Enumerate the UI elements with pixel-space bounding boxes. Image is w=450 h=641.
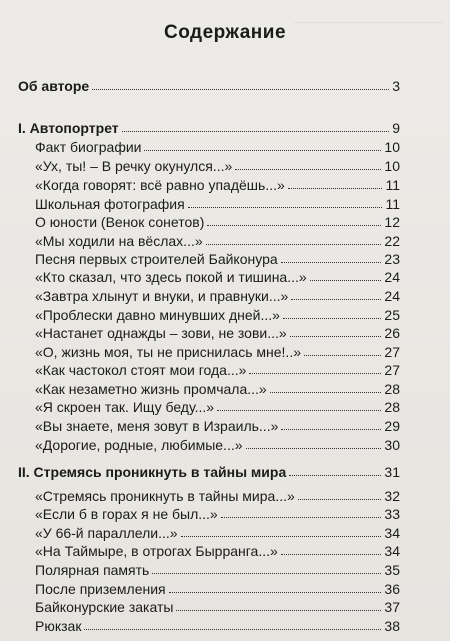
dot-leader [217,410,381,411]
toc-page-number: 28 [384,399,400,415]
toc-page-number: 38 [384,618,400,634]
toc-entry [0,580,450,598]
toc-entry [0,232,450,250]
page-title: Содержание [163,22,287,43]
toc-entry [0,598,450,616]
toc-entry-label: После приземления [35,581,166,597]
dot-leader [281,554,382,555]
toc-page-number: 31 [384,464,400,480]
toc-entry-label: «Если б в горах я не был...» [35,506,218,522]
toc-page-number: 32 [384,488,400,504]
toc-entry [0,176,450,194]
toc-entry-label: Байконурские закаты [35,599,174,615]
toc-section-heading [0,463,450,481]
toc-entry-label: «Мы ходили на вёслах...» [35,233,203,249]
toc-entry-label: «Настанет однажды – зови, не зови...» [35,325,287,341]
toc-entry [0,436,450,454]
toc-entry-label: II. Стремясь проникнуть в тайны мира [18,464,287,480]
toc-page-number: 34 [384,543,400,559]
toc-entry [0,380,450,398]
toc-page-number: 22 [384,233,400,249]
dot-leader [207,225,381,226]
toc-entry [0,361,450,379]
dot-leader [270,392,382,393]
toc-entry-label: «Ух, ты! – В речку окунулся...» [35,158,233,174]
dot-leader [291,299,381,300]
toc-entry-label: Об авторе [18,78,90,94]
toc-entry-label: «Как частокол стоят мои года...» [35,362,247,378]
toc-entry [0,398,450,416]
toc-entry-label: Полярная память [35,562,150,578]
toc-entry [0,250,450,268]
toc-entry-label: «Проблески давно минувших дней...» [35,307,280,323]
toc-entry [0,287,450,305]
toc-page-number: 24 [384,288,400,304]
toc-page-number: 27 [384,344,400,360]
toc-entry [0,561,450,579]
dot-leader [176,610,381,611]
dot-leader [144,150,381,151]
toc-entry-label: «Я скроен так. Ищу беду...» [35,399,215,415]
toc-entry-label: Рюкзак [35,618,82,634]
toc-entry-label: «Когда говорят: всё равно упадёшь...» [35,177,285,193]
dot-leader [92,89,389,90]
toc-page-number: 35 [384,562,400,578]
dot-leader [169,592,382,593]
toc-entry-label: «Кто сказал, что здесь покой и тишина...» [35,269,307,285]
toc-entry-label: Песня первых строителей Байконура [35,251,278,267]
toc-page-number: 29 [384,418,400,434]
toc-page-number: 11 [385,196,400,212]
toc-page-number: 36 [384,581,400,597]
dot-leader [206,244,382,245]
toc-page-number: 3 [392,78,400,94]
toc-page-number: 11 [385,177,400,193]
dot-leader [304,355,381,356]
toc-entry-label: «У 66-й параллели...» [35,525,178,541]
toc-entry [0,138,450,156]
toc-entry [0,505,450,523]
toc-entry [0,542,450,560]
toc-page-number: 27 [384,362,400,378]
toc-entry [0,306,450,324]
dot-leader [246,448,382,449]
dot-leader [288,188,383,189]
toc-entry [0,617,450,635]
dot-leader [298,499,382,500]
dot-leader [249,373,381,374]
dot-leader [221,517,382,518]
toc-page-number: 24 [384,269,400,285]
dot-leader [122,131,390,132]
toc-page-number: 10 [384,158,400,174]
toc-entry [0,487,450,505]
toc-entry [0,157,450,175]
toc-page-number: 28 [384,381,400,397]
toc-page-number: 10 [384,139,400,155]
toc-entry-label: Факт биографии [35,139,142,155]
toc-entry-label: «Дорогие, родные, любимые...» [35,437,243,453]
dot-leader [188,207,383,208]
toc-page-number: 26 [384,325,400,341]
toc-page-number: 9 [392,120,400,136]
toc-page-number: 12 [384,214,400,230]
dot-leader [152,573,381,574]
toc-entry-label: О юности (Венок сонетов) [35,214,205,230]
toc-entry-label: «О, жизнь моя, ты не приснилась мне!..» [35,344,301,360]
toc-entry [0,343,450,361]
dot-leader [289,475,381,476]
dot-leader [281,262,382,263]
dot-leader [310,280,382,281]
dot-leader [84,629,381,630]
toc-page-number: 33 [384,506,400,522]
toc-page-number: 30 [384,437,400,453]
dot-leader [281,429,381,430]
toc-page-number: 25 [384,307,400,323]
toc-section-heading [0,119,450,137]
dot-leader [235,169,381,170]
toc-entry-label: «Вы знаете, меня зовут в Израиль...» [35,418,279,434]
toc-entry-label: «Как незаметно жизнь промчала...» [35,381,267,397]
toc-entry [0,213,450,231]
toc-entry [0,195,450,213]
toc-entry [0,524,450,542]
dot-leader [181,536,382,537]
toc-page-number: 37 [384,599,400,615]
dot-leader [290,336,382,337]
toc-page-number: 34 [384,525,400,541]
toc-page-number: 23 [384,251,400,267]
toc-entry-label: «На Таймыре, в отрогах Бырранга...» [35,543,278,559]
toc-entry [0,324,450,342]
toc-entry [0,268,450,286]
toc-entry-label: «Стремясь проникнуть в тайны мира...» [35,488,295,504]
toc-section-heading [0,77,450,95]
toc-entry-label: I. Автопортрет [18,120,119,136]
toc-entry-label: Школьная фотография [35,196,185,212]
toc-entry-label: «Завтра хлынут и внуки, и правнуки...» [35,288,289,304]
dot-leader [283,318,382,319]
toc-entry [0,417,450,435]
